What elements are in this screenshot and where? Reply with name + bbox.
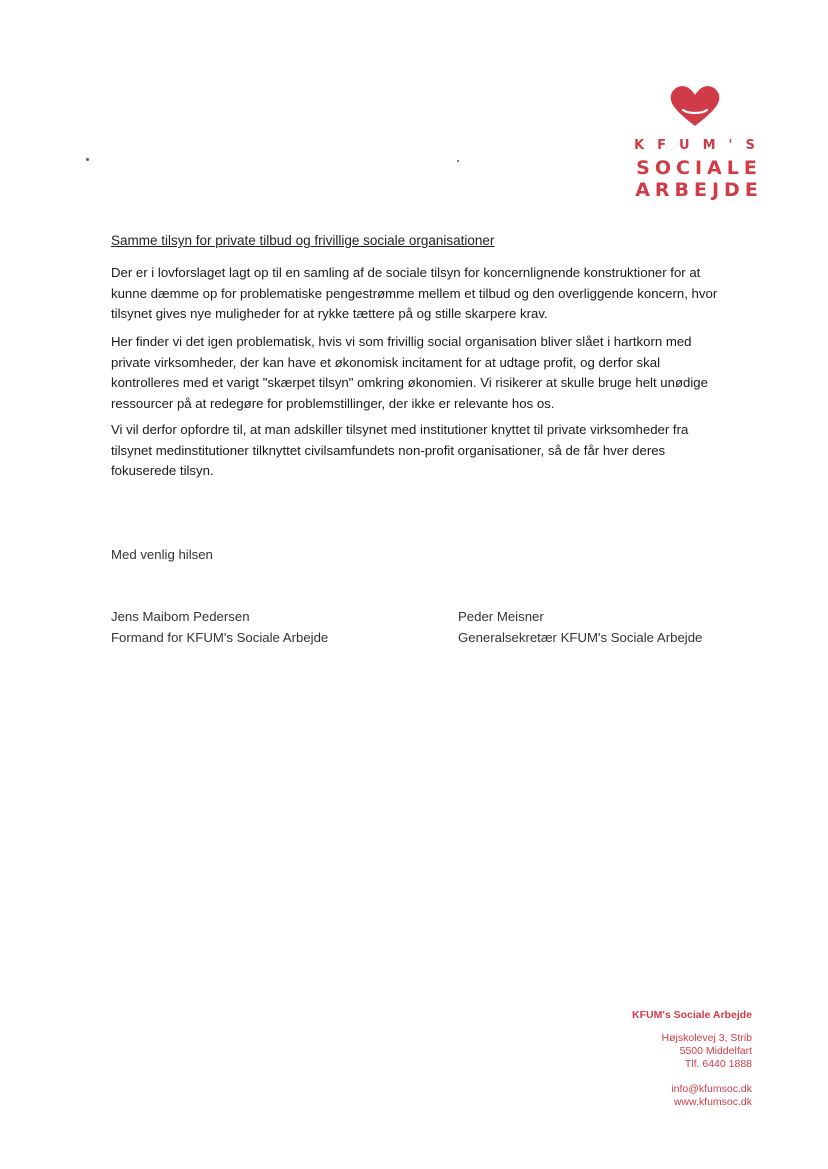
footer-phone: Tlf. 6440 1888 <box>684 1058 752 1070</box>
footer-address <box>632 1009 752 1109</box>
signatory-2 <box>458 606 702 648</box>
paragraph-3: Vi vil derfor opfordre til, at man adskiller tilsynet med institutioner knyttet til private virksomheder fra tilsynet medinstitutioner tilknyttet civilsamfundets non-profit organisationer, så de får hver deres fokuserede tilsyn. <box>111 422 689 478</box>
organization-logo <box>620 84 770 201</box>
signatory-title: Generalsekretær KFUM's Sociale Arbejde <box>458 630 703 645</box>
letter-heading: Samme tilsyn for private tilbud og frivillige sociale organisationer <box>111 233 495 248</box>
footer-org-name: KFUM's Sociale Arbejde <box>632 1009 752 1021</box>
signatory-1 <box>111 606 328 648</box>
signatory-name: Peder Meisner <box>458 609 544 624</box>
logo-text-kfums: KFUM'S <box>634 138 768 153</box>
footer-city: 5500 Middelfart <box>679 1045 752 1057</box>
footer-email[interactable]: info@kfumsoc.dk <box>671 1083 752 1095</box>
heart-icon <box>669 84 721 128</box>
footer-street: Højskolevej 3, Strib <box>661 1032 752 1044</box>
scan-speck <box>457 160 459 162</box>
footer-website[interactable]: www.kfumsoc.dk <box>673 1096 752 1108</box>
logo-text-sociale: SOCIALE <box>636 157 762 179</box>
closing-greeting: Med venlig hilsen <box>111 547 213 562</box>
signatory-title: Formand for KFUM's Sociale Arbejde <box>111 630 329 645</box>
paragraph-2: Her finder vi det igen problematisk, hvis vi som frivillig social organisation bliver slået i hartkorn med private virksomheder, der kan have et økonomisk incitament for at udtage profit, og derfor skal kontrolleres med et varigt "skærpet tilsyn" omkring økonomien. Vi risikerer at skulle bruge helt unødige ressourcer på at redegøre for problemstillinger, der ikke er relevante hos os. <box>111 334 708 411</box>
logo-text-arbejde: ARBEJDE <box>635 179 763 201</box>
signatory-name: Jens Maibom Pedersen <box>111 609 250 624</box>
scan-speck <box>86 158 89 161</box>
paragraph-1: Der er i lovforslaget lagt op til en samling af de sociale tilsyn for koncernlignende konstruktioner for at kunne dæmme op for problematiske pengestrømme mellem et tilbud og den overliggende koncern, hvor tilsynet gives nye muligheder for at rykke tættere på og stille skarpere krav. <box>111 265 718 321</box>
